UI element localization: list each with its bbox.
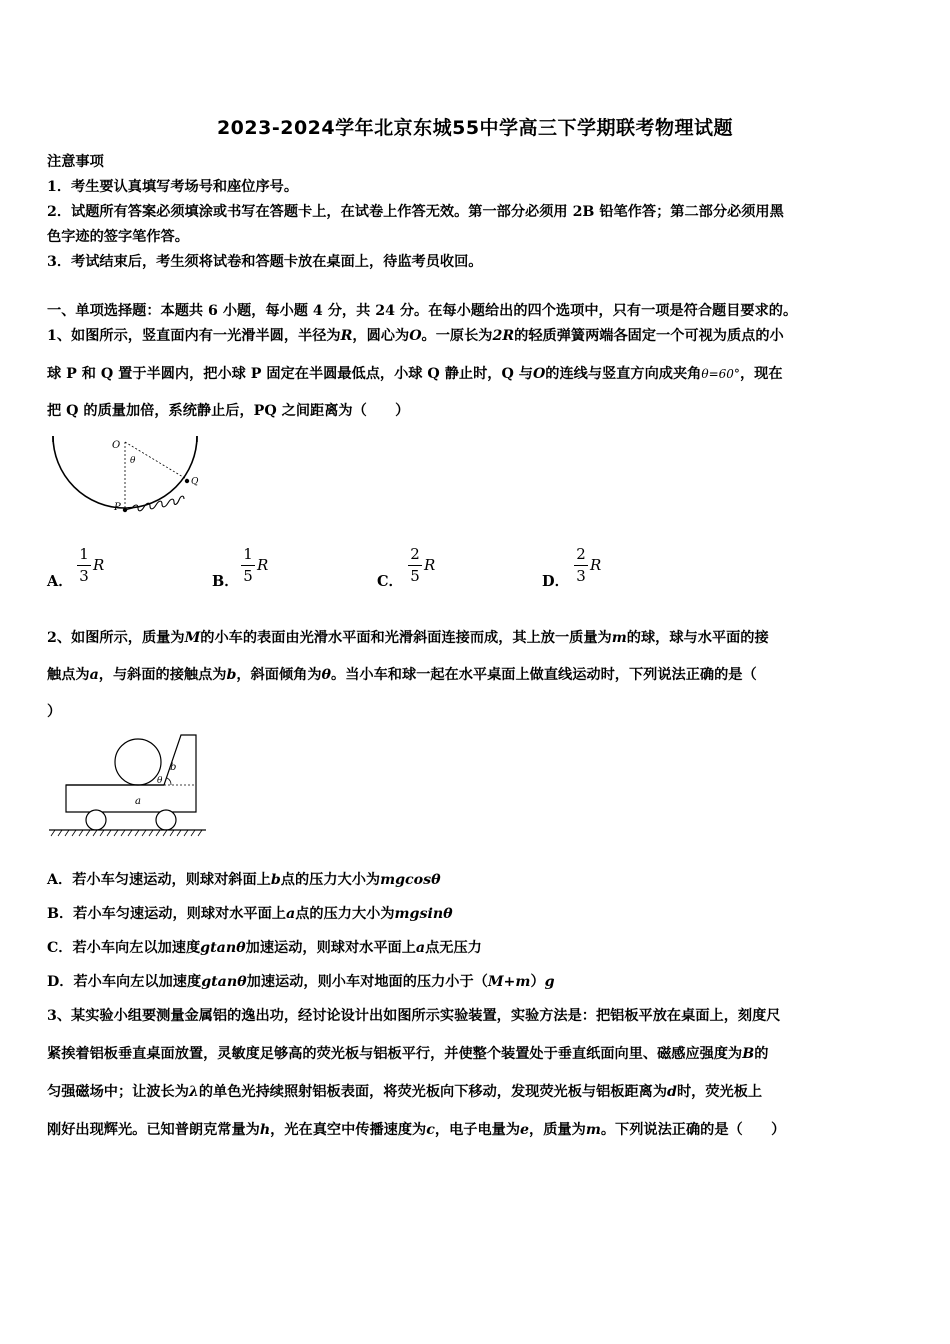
notice-item-1: 1．考生要认真填写考场号和座位序号。 xyxy=(47,179,299,195)
q1-fig-label-p: P xyxy=(114,502,121,513)
q2-option-c: C．若小车向左以加速度gtanθ加速运动，则球对水平面上a点无压力 xyxy=(47,940,482,956)
q1-option-a-label: A． xyxy=(47,573,73,590)
q3-line-4: 刚好出现辉光。已知普朗克常量为h，光在真空中传播速度为c，电子电量为e，质量为m。下列说法正确的是（ ） xyxy=(47,1122,786,1138)
q3-line-2: 紧挨着铝板垂直桌面放置，灵敏度足够高的荧光板与铝板平行，并使整个装置处于垂直纸面向里、磁感应强度为B的 xyxy=(47,1046,769,1062)
q2-line-1: 2、如图所示，质量为M的小车的表面由光滑水平面和光滑斜面连接而成，其上放一质量为m的球，球与水平面的接 xyxy=(47,630,769,646)
q1-option-b-label: B． xyxy=(212,573,239,590)
q2-option-d: D．若小车向左以加速度gtanθ加速运动，则小车对地面的压力小于（M+m）g xyxy=(47,974,555,990)
q1-line-1: 1、如图所示，竖直面内有一光滑半圆，半径为R，圆心为O。一原长为2R的轻质弹簧两端各固定一个可视为质点的小 xyxy=(47,328,784,344)
page-title: 2023-2024学年北京东城55中学高三下学期联考物理试题 xyxy=(216,117,734,139)
q1-figure xyxy=(48,434,208,524)
q2-line-3: ） xyxy=(47,704,62,720)
q1-fig-label-q: Q xyxy=(191,477,199,487)
q1-line-2: 球 P 和 Q 置于半圆内，把小球 P 固定在半圆最低点，小球 Q 静止时，Q 与O的连线与竖直方向成夹角θ=60°，现在 xyxy=(47,366,783,382)
q2-option-b: B．若小车匀速运动，则球对水平面上a点的压力大小为mgsinθ xyxy=(47,906,453,922)
q2-line-2: 触点为a，与斜面的接触点为b，斜面倾角为θ。当小车和球一起在水平桌面上做直线运动时，下列说法正确的是（ xyxy=(47,667,757,683)
q2-fig-label-b: b xyxy=(170,762,177,773)
notice-heading: 注意事项 xyxy=(47,154,104,170)
notice-item-2-cont: 色字迹的签字笔作答。 xyxy=(47,229,189,245)
q3-line-3: 匀强磁场中；让波长为λ的单色光持续照射铝板表面，将荧光板向下移动，发现荧光板与铝板距离为d时，荧光板上 xyxy=(47,1084,763,1100)
notice-item-3: 3．考试结束后，考生须将试卷和答题卡放在桌面上，待监考员收回。 xyxy=(47,254,483,270)
q1-fig-label-o: O xyxy=(112,440,121,451)
q2-fig-label-a: a xyxy=(135,796,141,807)
q1-option-d-label: D． xyxy=(542,573,570,590)
q2-option-a: A．若小车匀速运动，则球对斜面上b点的压力大小为mgcosθ xyxy=(47,872,441,888)
q2-figure xyxy=(46,732,208,838)
q2-fig-label-theta: θ xyxy=(157,776,163,786)
q1-option-c-label: C． xyxy=(377,573,404,590)
q1-fig-label-theta: θ xyxy=(130,456,136,466)
q1-line-3: 把 Q 的质量加倍，系统静止后，PQ 之间距离为（ ） xyxy=(47,403,410,419)
notice-item-2: 2．试题所有答案必须填涂或书写在答题卡上，在试卷上作答无效。第一部分必须用 2B 铅笔作答；第二部分必须用黑 xyxy=(47,204,784,220)
section-heading: 一、单项选择题：本题共 6 小题，每小题 4 分，共 24 分。在每小题给出的四个选项中，只有一项是符合题目要求的。 xyxy=(47,303,798,319)
q3-line-1: 3、某实验小组要测量金属铝的逸出功，经讨论设计出如图所示实验装置，实验方法是：把铝板平放在桌面上，刻度尺 xyxy=(47,1008,781,1024)
